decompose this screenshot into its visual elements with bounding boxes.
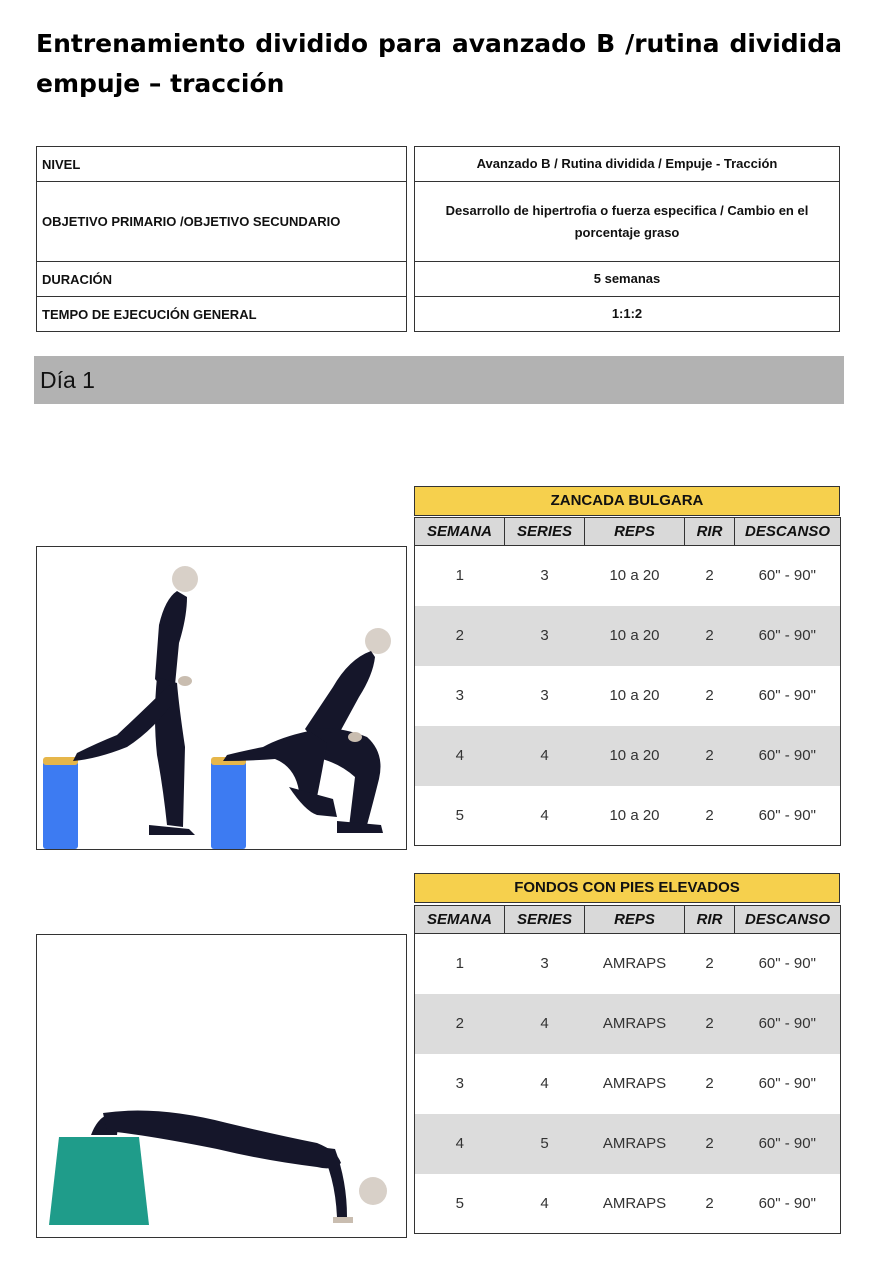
cell-descanso: 60" - 90" (735, 1054, 841, 1114)
cell-series: 3 (540, 955, 549, 973)
column-header-semana: SEMANA (415, 906, 505, 934)
info-label-duracion: DURACIÓN (37, 262, 406, 297)
cell-series: 4 (505, 1174, 585, 1234)
cell-semana: 2 (415, 994, 505, 1054)
cell-semana: 2 (415, 606, 505, 666)
cell-series: 5 (505, 1114, 585, 1174)
column-header-reps: REPS (585, 518, 685, 546)
info-value-nivel: Avanzado B / Rutina dividida / Empuje - Tracción (415, 147, 839, 182)
cell-series: 3 (505, 606, 585, 666)
info-label-tempo: TEMPO DE EJECUCIÓN GENERAL (42, 306, 257, 322)
column-header-rir: RIR (685, 906, 735, 934)
info-labels (36, 146, 407, 332)
cell-reps: 10 a 20 (585, 786, 685, 846)
cell-series: 4 (540, 1075, 549, 1092)
cell-rir: 2 (705, 687, 714, 704)
column-header-descanso: DESCANSO (735, 518, 841, 546)
cell-reps: 10 a 20 (585, 726, 685, 786)
cell-descanso: 60" - 90" (735, 546, 841, 606)
cell-descanso: 60" - 90" (735, 1114, 841, 1174)
cell-reps: AMRAPS (585, 1114, 685, 1174)
cell-rir: 2 (705, 955, 714, 973)
cell-series: 4 (505, 994, 585, 1054)
column-header-rir: RIR (685, 518, 735, 546)
cell-reps: AMRAPS (602, 955, 667, 973)
cell-series: 4 (505, 786, 585, 846)
exercise-title: ZANCADA BULGARA (414, 486, 840, 516)
cell-reps: 10 a 20 (609, 567, 660, 585)
cell-descanso: 60" - 90" (735, 606, 841, 666)
table-row (415, 934, 841, 994)
page-title: Entrenamiento dividido para avanzado B /rutina dividida empuje – tracción (36, 29, 842, 98)
column-header-series: SERIES (505, 906, 585, 934)
info-label-objetivo: OBJETIVO PRIMARIO /OBJETIVO SECUNDARIO (37, 182, 406, 262)
cell-reps: 10 a 20 (609, 687, 660, 704)
cell-descanso: 60" - 90" (735, 1174, 841, 1234)
split-squat-figure-icon (37, 547, 407, 850)
exercise-illustration-bulgarian-split-squat (36, 546, 407, 850)
exercise-table (414, 905, 841, 1234)
table-row (415, 1174, 841, 1234)
info-value-tempo: 1:1:2 (611, 306, 643, 321)
cell-rir: 2 (685, 1174, 735, 1234)
day-header: Día 1 (34, 356, 844, 404)
cell-series: 4 (505, 726, 585, 786)
cell-semana: 4 (415, 726, 505, 786)
cell-semana: 5 (415, 1174, 505, 1234)
table-row (415, 1114, 841, 1174)
cell-semana: 3 (415, 666, 505, 726)
cell-rir: 2 (685, 786, 735, 846)
cell-descanso: 60" - 90" (735, 934, 841, 994)
cell-descanso: 60" - 90" (735, 666, 841, 726)
cell-reps: AMRAPS (585, 1174, 685, 1234)
cell-rir: 2 (705, 567, 714, 585)
decline-pushup-figure-icon (37, 935, 407, 1238)
cell-descanso: 60" - 90" (735, 726, 841, 786)
cell-descanso: 60" - 90" (735, 786, 841, 846)
cell-semana: 1 (415, 546, 505, 606)
column-header-descanso: DESCANSO (735, 906, 841, 934)
cell-rir: 2 (685, 606, 735, 666)
table-row (415, 786, 841, 846)
cell-semana: 1 (415, 934, 505, 994)
info-value-objetivo: Desarrollo de hipertrofia o fuerza especifica / Cambio en el porcentaje graso (415, 182, 839, 262)
cell-series: 3 (540, 687, 549, 704)
exercise-table (414, 517, 841, 846)
cell-rir: 2 (685, 994, 735, 1054)
cell-series: 3 (540, 567, 549, 585)
table-row (415, 606, 841, 666)
exercise-title: FONDOS CON PIES ELEVADOS (414, 873, 840, 903)
column-header-series: SERIES (505, 518, 585, 546)
cell-rir: 2 (705, 1075, 714, 1092)
cell-reps: AMRAPS (585, 994, 685, 1054)
cell-descanso: 60" - 90" (735, 994, 841, 1054)
cell-rir: 2 (685, 1114, 735, 1174)
cell-semana: 5 (415, 786, 505, 846)
table-row (415, 726, 841, 786)
info-value-duracion: 5 semanas (415, 262, 839, 297)
exercise-illustration-decline-pushup (36, 934, 407, 1238)
cell-semana: 4 (415, 1114, 505, 1174)
table-row (415, 1054, 841, 1114)
cell-semana: 3 (415, 1054, 505, 1114)
cell-reps: 10 a 20 (585, 606, 685, 666)
info-values (414, 146, 840, 332)
cell-rir: 2 (685, 726, 735, 786)
table-row (415, 666, 841, 726)
table-row (415, 546, 841, 606)
info-label-nivel: NIVEL (37, 147, 406, 182)
column-header-reps: REPS (585, 906, 685, 934)
column-header-semana: SEMANA (415, 518, 505, 546)
table-row (415, 994, 841, 1054)
cell-reps: AMRAPS (602, 1075, 667, 1092)
